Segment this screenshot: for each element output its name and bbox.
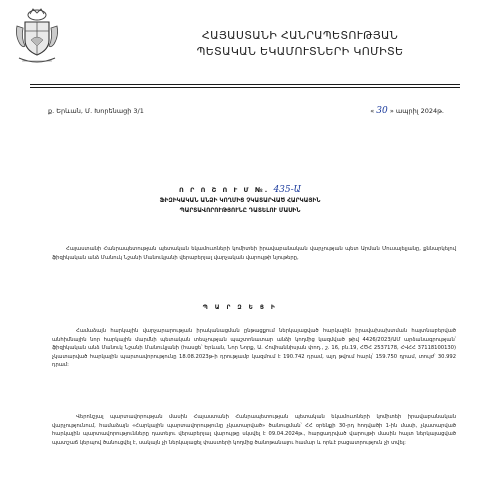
issue-place: ք. Երևան, Մ. Խորենացի 3/1	[48, 107, 144, 115]
issue-date	[370, 106, 444, 116]
body-paragraph-2: Վերոնշյալ պարտավորության մասին Հայաստանի Հանրապետության պետական եկամուտների կոմիտեի իրավաբանական վարչությունում, համաձայն «Հարկային պարտավորությունը չկատարված» ծանուցման՝ ՀՀ օրենքի 30-րդ հոդվածի 1-ին մասի, չկատարված հարկային պարտավորությունները դատելու վերաբերյալ վարույթը սկսվել է 09.04.2024թ., հարցադրված վարույթի մասին հայտ ներկայացված պատշաճ կերպով ծանուցվել է, սակայն չի ներկայացել փաստերի կողմից ծանոթանալու համար և որևէ բացատրություն չի տվել:	[52, 414, 456, 446]
decision-number-handwritten: 435-Ա	[273, 185, 301, 195]
decision-subject	[0, 197, 480, 216]
body-paragraph-1: Համաձայն հարկային վարչարարության իրականացման ընթացքում ներկայացված հարկային իրավախախտման հայտնաբերված անհիմնային նոր հարկային մարմնի պետական տեսչության պաշտոնատար անձի կողմից կազմված թիվ 4426/2023/ԱՄ արձանագրության՝ ֆիզիկական անձ Մանուկ Նշանի Մանուկյանի (հասցե՝ Երևան, Նոր Նորք, Ա. Հովհաննիսյան փող., շ. 16, բն.19, ՀԾՀ 2537178, ՀՎՀՀ 37118100130) չկատարված հարկային պարտավորությունը 18.08.2023թ-ի դրությամբ կազմում է 190.742 դրամ, այդ թվում հարկ՝ 159.750 դրամ, տույժ՝ 30.992 դրամ:	[52, 328, 456, 369]
intro-paragraph: Հայաստանի Հանրապետության պետական եկամուտների կոմիտեի իրավաբանական վարչության պետ Արման Մուսայելյանը, քննարկելով ֆիզիկական անձ Մանուկ Նշանի Մանուկյանի վերաբերյալ վարչական վարույթի նյութերը,	[52, 246, 456, 261]
organization-name	[140, 28, 460, 60]
coat-of-arms-icon	[14, 6, 60, 68]
date-day-handwritten: 30	[376, 106, 388, 116]
decision-title-text: Ո Ր Ո Շ Ո Ւ Մ №.	[179, 186, 270, 194]
decision-title	[0, 185, 480, 195]
date-prefix: «	[370, 107, 377, 115]
resolve-heading: Պ Ա Ր Զ Ե Ց Ի	[202, 305, 278, 311]
date-suffix: » ապրիլ 2024թ.	[387, 107, 444, 115]
subject-line-2: ՊԱՐՏԱՎՈՐՈՒԹՅՈՒՆԸ ԴԱՏԵԼՈՒ ՄԱՍԻՆ	[179, 207, 301, 214]
org-line-1: ՀԱՅԱՍՏԱՆԻ ՀԱՆՐԱՊԵՏՈՒԹՅԱՆ	[201, 29, 399, 42]
subject-line-1: ՖԻԶԻԿԱԿԱՆ ԱՆՁԻ ԿՈՂՄԻՑ ՉԿԱՏԱՐՎԱԾ ՀԱՐԿԱՅԻՆ	[159, 198, 321, 204]
org-line-2: ՊԵՏԱԿԱՆ ԵԿԱՄՈՒՏՆԵՐԻ ԿՈՄԻՏԵ	[196, 45, 404, 58]
header-divider-thick	[30, 84, 460, 85]
header-divider-thin	[30, 87, 460, 88]
